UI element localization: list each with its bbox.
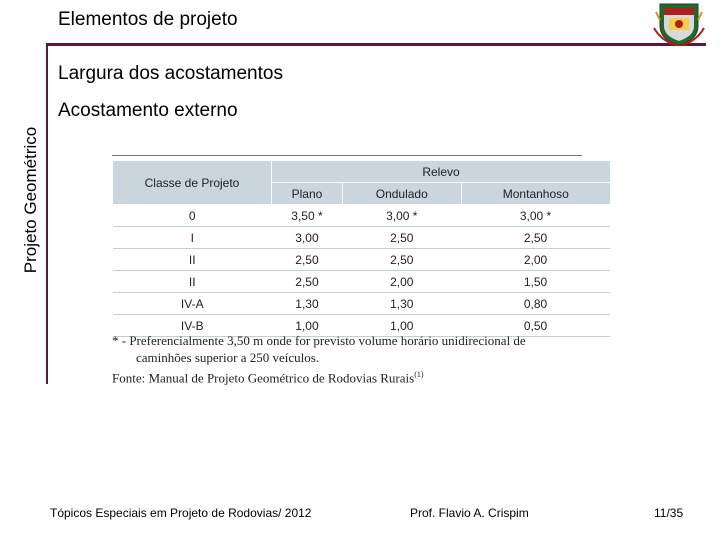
side-label [16, 30, 46, 370]
table-cell: 0 [113, 205, 272, 227]
title-divider [46, 43, 706, 46]
table-cell: 3,00 [272, 227, 343, 249]
table-row [113, 293, 610, 315]
table-row [113, 249, 610, 271]
subsection-heading: Acostamento externo [58, 100, 238, 121]
note-line-2: caminhões superior a 250 veículos. [136, 350, 320, 365]
table-cell: 0,80 [461, 293, 610, 315]
table-cell: 3,00 * [342, 205, 461, 227]
column-header-ondulado: Ondulado [342, 183, 461, 205]
group-header-relevo: Relevo [272, 161, 611, 183]
university-crest-icon [652, 0, 706, 46]
column-header-plano: Plano [272, 183, 343, 205]
footer-course: Tópicos Especiais em Projeto de Rodovias/ 2012 [50, 506, 312, 520]
table-notes [112, 332, 592, 386]
table-cell: IV-A [113, 293, 272, 315]
table-row [113, 271, 610, 293]
page-title: Elementos de projeto [58, 9, 238, 30]
table-cell: 1,00 [272, 315, 343, 337]
table-cell: I [113, 227, 272, 249]
table-cell: 2,50 [342, 249, 461, 271]
page-number: 11/35 [654, 506, 684, 520]
table-cell: IV-B [113, 315, 272, 337]
table-cell: 2,00 [342, 271, 461, 293]
column-header-classe: Classe de Projeto [113, 161, 272, 205]
table-cell: 2,50 [272, 271, 343, 293]
table-cell: 0,50 [461, 315, 610, 337]
source-text: Fonte: Manual de Projeto Geométrico de Rodovias Rurais [112, 370, 415, 386]
footer-author: Prof. Flavio A. Crispim [410, 506, 529, 520]
table-row [113, 227, 610, 249]
shoulder-width-table [113, 161, 610, 337]
table-cell: 1,30 [272, 293, 343, 315]
table-cell: 2,50 [342, 227, 461, 249]
table-cell: 1,30 [342, 293, 461, 315]
table-top-rule [112, 155, 582, 156]
table-cell: II [113, 249, 272, 271]
table-cell: 1,50 [461, 271, 610, 293]
source-line [112, 366, 592, 386]
table-cell: 1,00 [342, 315, 461, 337]
section-heading: Largura dos acostamentos [58, 63, 283, 84]
table-cell: 2,50 [272, 249, 343, 271]
table-cell: 2,00 [461, 249, 610, 271]
table-cell: 3,00 * [461, 205, 610, 227]
side-label-text: Projeto Geométrico [21, 126, 40, 274]
left-divider [46, 44, 48, 384]
source-reference: (1) [414, 370, 424, 379]
table-cell: 3,50 * [272, 205, 343, 227]
table-cell: II [113, 271, 272, 293]
table-cell: 2,50 [461, 227, 610, 249]
table-row [113, 205, 610, 227]
note-line-1: * - Preferencialmente 3,50 m onde for previsto volume horário unidirecional de [112, 333, 526, 348]
column-header-montanhoso: Montanhoso [461, 183, 610, 205]
